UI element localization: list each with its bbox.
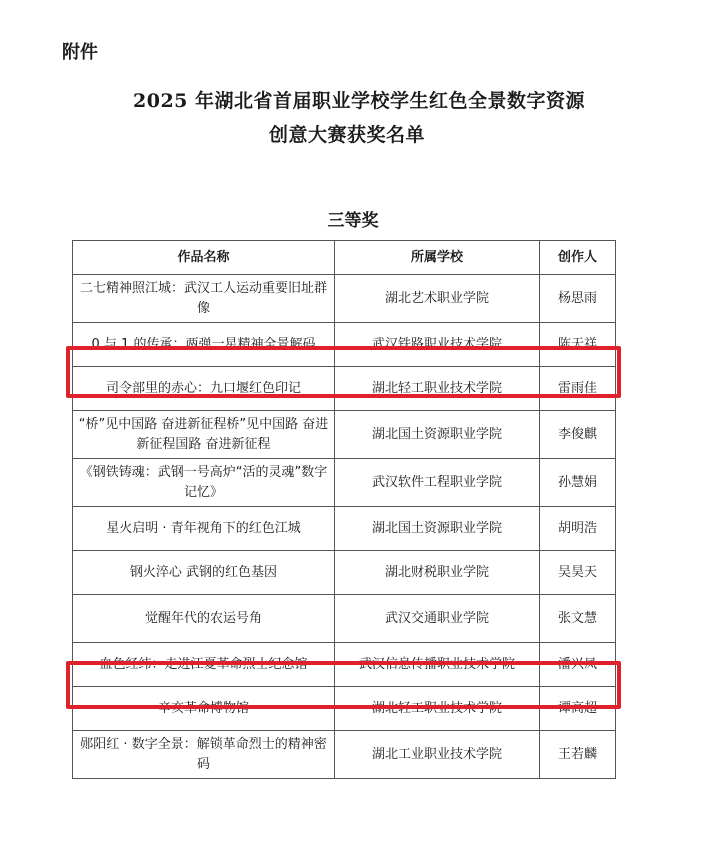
header-school: 所属学校 [335,241,540,275]
school-cell: 湖北艺术职业学院 [335,275,540,323]
section-title-third-prize: 三等奖 [327,211,379,231]
table-row [73,411,616,459]
table-header-row [73,241,616,275]
school-cell: 湖北轻工职业技术学院 [335,367,540,411]
school-cell: 湖北财税职业学院 [335,551,540,595]
author-cell: 杨思雨 [540,275,616,323]
table-row [73,459,616,507]
document-title-line-1: 2025 年湖北省首届职业学校学生红色全景数字资源 [133,90,585,112]
table-row [73,551,616,595]
school-cell: 武汉软件工程职业学院 [335,459,540,507]
school-cell: 武汉交通职业学院 [335,595,540,643]
attachment-label: 附件 [62,42,98,63]
school-cell: 湖北国土资源职业学院 [335,411,540,459]
author-cell: 王若麟 [540,731,616,779]
header-author: 创作人 [540,241,616,275]
table-row [73,507,616,551]
work-name-cell: 血色经纬：走进江夏革命烈士纪念馆 [73,643,335,687]
author-cell: 陈天祥 [540,323,616,367]
school-cell: 湖北国土资源职业学院 [335,507,540,551]
author-cell: 孙慧娟 [540,459,616,507]
school-cell: 武汉铁路职业技术学院 [335,323,540,367]
table-row [73,275,616,323]
author-cell: 李俊麒 [540,411,616,459]
work-name-cell: 司令部里的赤心：九口堰红色印记 [73,367,335,411]
work-name-cell: 觉醒年代的农运号角 [73,595,335,643]
table-row [73,731,616,779]
school-cell: 武汉信息传播职业技术学院 [335,643,540,687]
work-name-cell: 0 与 1 的传承：两弹一星精神全景解码 [73,323,335,367]
table-row [73,595,616,643]
author-cell: 潘兴凤 [540,643,616,687]
school-cell: 湖北工业职业技术学院 [335,731,540,779]
work-name-cell: 钢火淬心 武钢的红色基因 [73,551,335,595]
highlight-box-row-3 [66,346,621,398]
work-name-cell: 辛亥革命博物馆 [73,687,335,731]
header-work-name: 作品名称 [73,241,335,275]
work-name-cell: 星火启明 · 青年视角下的红色江城 [73,507,335,551]
author-cell: 张文慧 [540,595,616,643]
school-cell: 湖北轻工职业技术学院 [335,687,540,731]
work-name-cell: 郧阳红 · 数字全景：解锁革命烈士的精神密码 [73,731,335,779]
author-cell: 雷雨佳 [540,367,616,411]
author-cell: 胡明浩 [540,507,616,551]
highlight-box-row-10 [66,661,621,709]
work-name-cell: 《钢铁铸魂：武钢一号高炉“活的灵魂”数字记忆》 [73,459,335,507]
author-cell: 吴昊天 [540,551,616,595]
work-name-cell: “桥”见中国路 奋进新征程桥”见中国路 奋进新征程国路 奋进新征程 [73,411,335,459]
author-cell: 谭高超 [540,687,616,731]
document-title-line-2: 创意大赛获奖名单 [268,124,425,146]
work-name-cell: 二七精神照江城：武汉工人运动重要旧址群像 [73,275,335,323]
